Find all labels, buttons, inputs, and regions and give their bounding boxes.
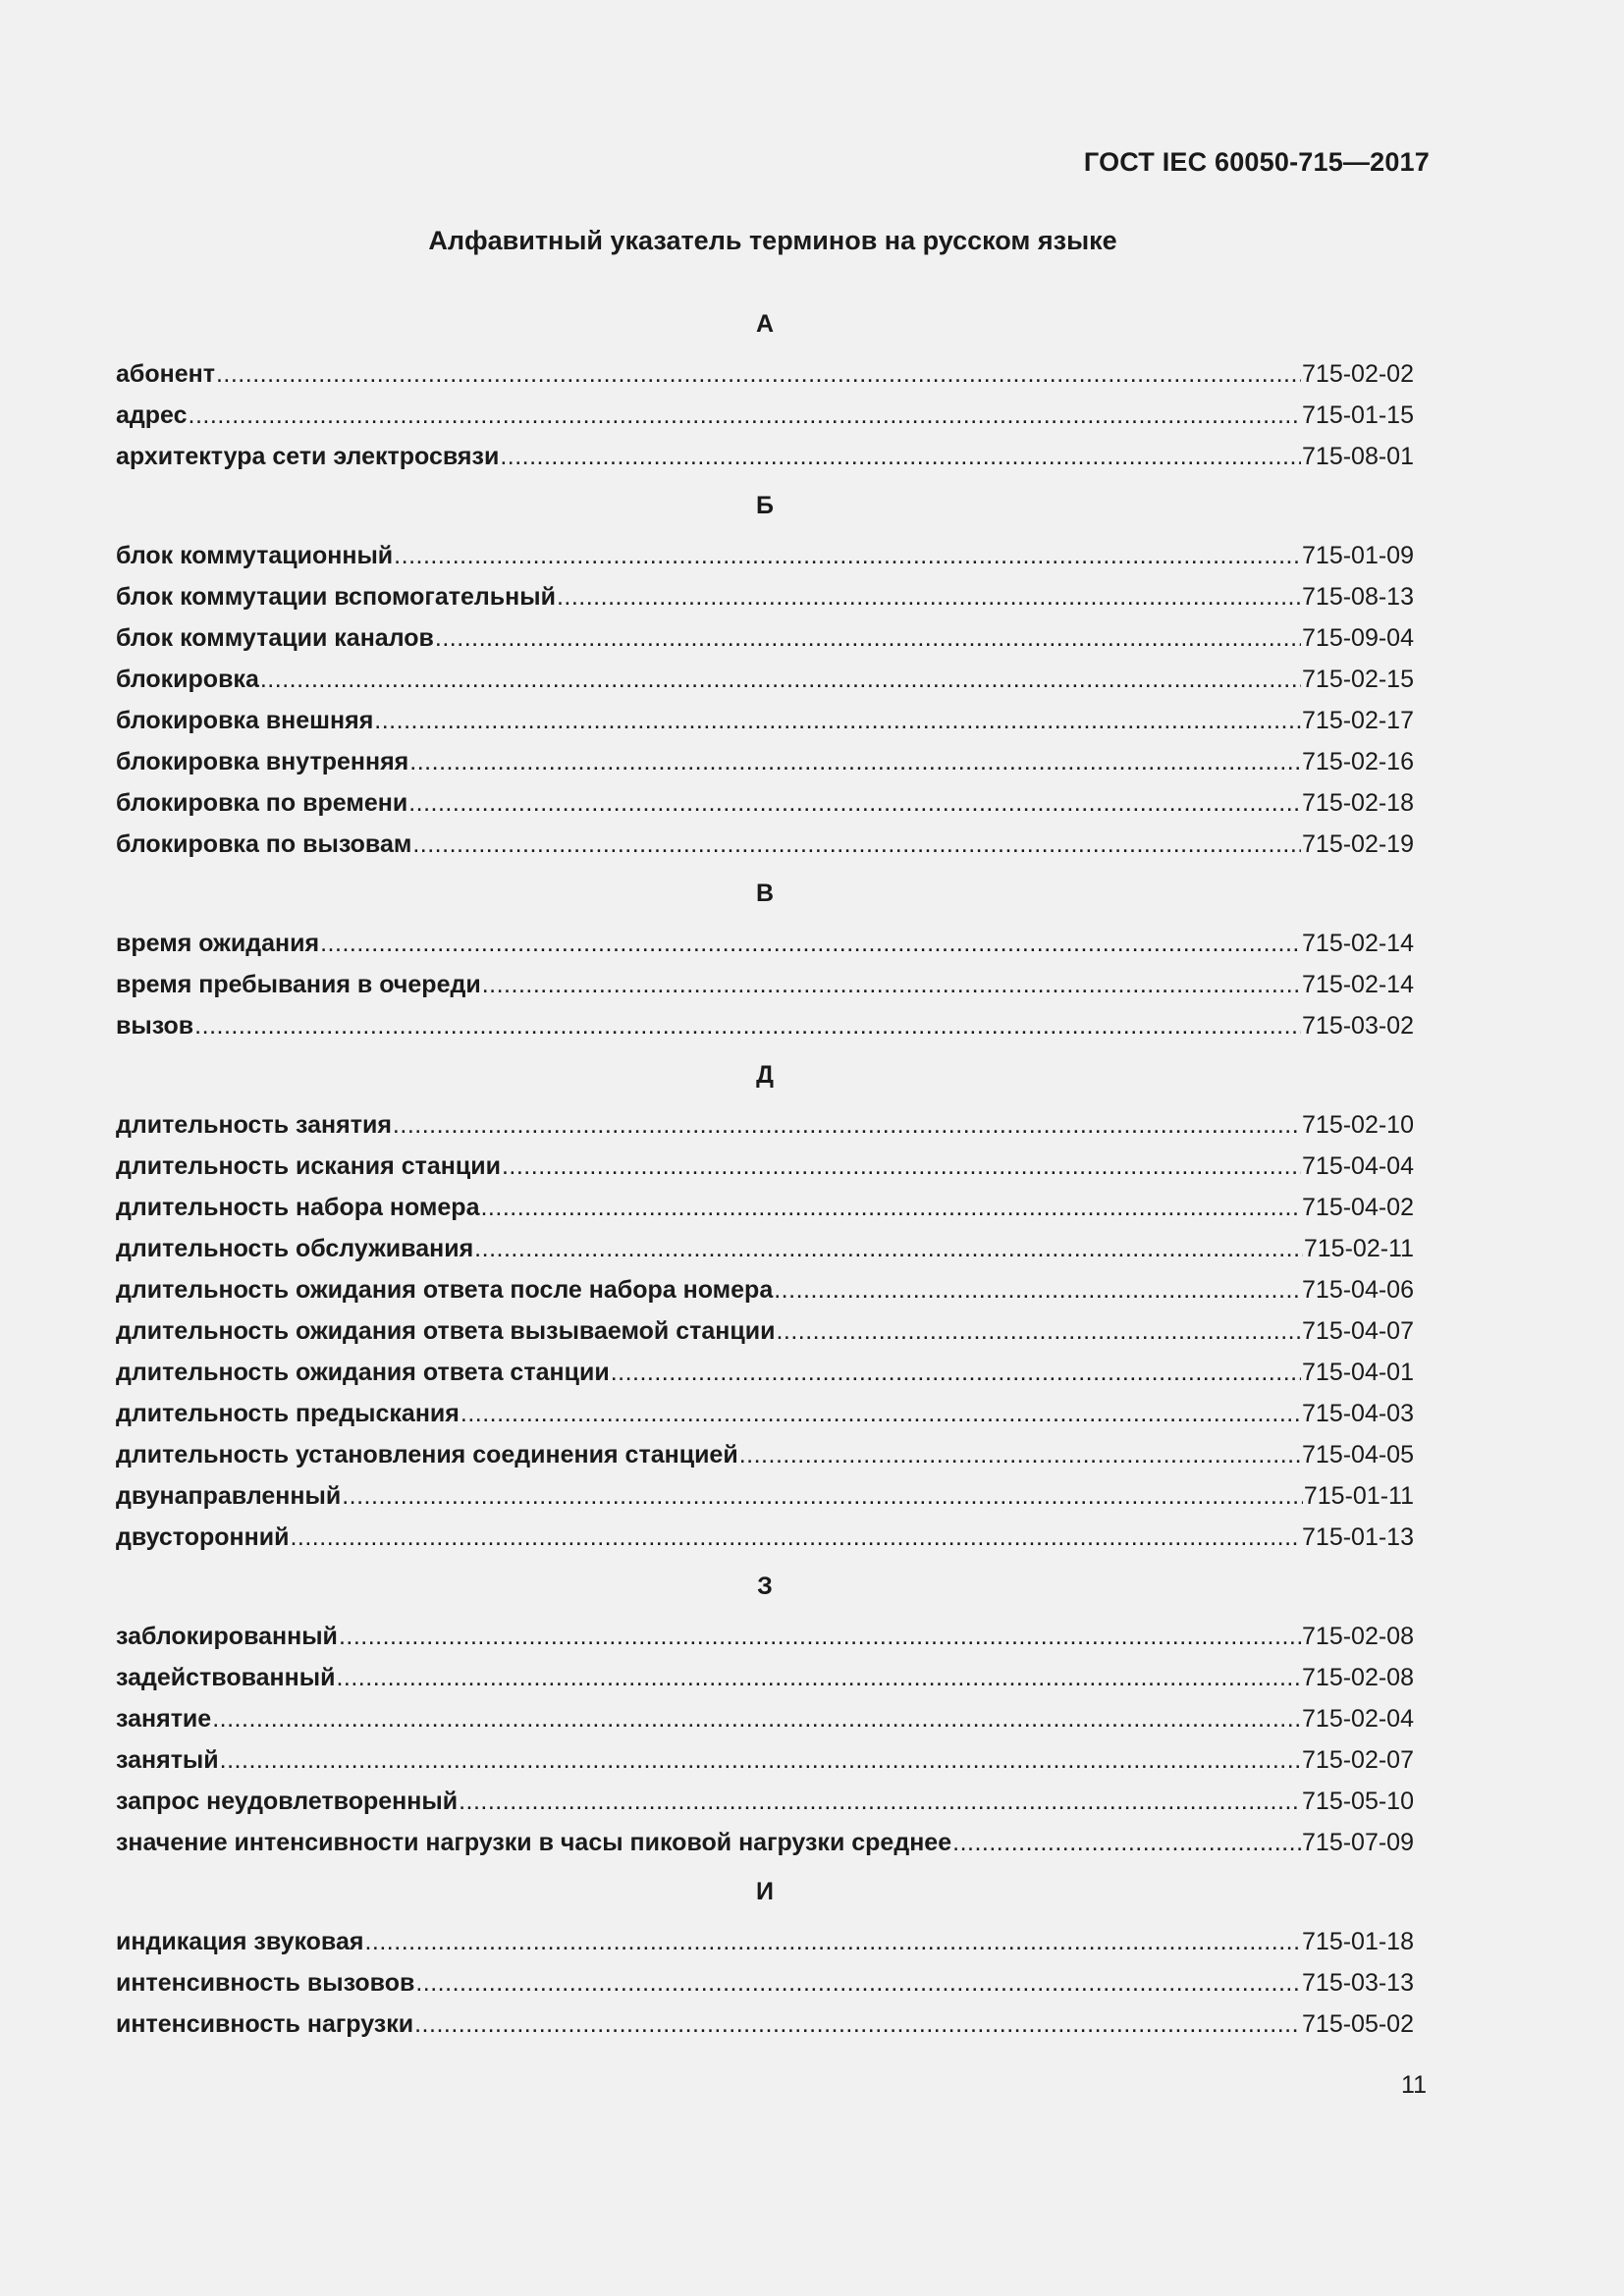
entry-reference: 715-01-09 xyxy=(1302,542,1414,569)
entry-term: интенсивность вызовов xyxy=(116,1969,415,1997)
dot-leader xyxy=(364,1921,1301,1962)
index-entry xyxy=(116,1962,1414,2003)
entry-term: время ожидания xyxy=(116,930,320,957)
index-entry xyxy=(116,1822,1414,1863)
entry-reference: 715-02-10 xyxy=(1302,1111,1414,1139)
entry-reference: 715-04-02 xyxy=(1302,1194,1414,1221)
entry-reference: 715-05-10 xyxy=(1302,1788,1414,1815)
dot-leader xyxy=(480,1187,1301,1228)
entry-term: задействованный xyxy=(116,1664,336,1691)
entry-term: интенсивность нагрузки xyxy=(116,2010,414,2038)
entry-term: значение интенсивности нагрузки в часы пиковой нагрузки среднее xyxy=(116,1829,952,1856)
entry-term: блок коммутации вспомогательный xyxy=(116,583,556,611)
entry-reference: 715-04-05 xyxy=(1302,1441,1414,1468)
entry-reference: 715-04-07 xyxy=(1302,1317,1414,1345)
dot-leader xyxy=(460,1393,1301,1434)
dot-leader xyxy=(220,1739,1301,1781)
index-entry xyxy=(116,1921,1414,1962)
dot-leader xyxy=(212,1698,1301,1739)
entry-reference: 715-02-08 xyxy=(1302,1623,1414,1650)
entry-term: длительность ожидания ответа станции xyxy=(116,1359,610,1386)
dot-leader xyxy=(952,1822,1301,1863)
entry-term: занятие xyxy=(116,1705,212,1733)
index-entry xyxy=(116,1393,1414,1434)
index-entry xyxy=(116,824,1414,865)
index-entry xyxy=(116,1104,1414,1146)
entry-term: двунаправленный xyxy=(116,1482,342,1510)
entry-term: длительность ожидания ответа вызываемой станции xyxy=(116,1317,776,1345)
entry-reference: 715-02-14 xyxy=(1302,971,1414,998)
dot-leader xyxy=(409,741,1301,782)
index-section xyxy=(116,874,1414,1046)
entry-reference: 715-01-11 xyxy=(1303,1482,1414,1510)
index-entry xyxy=(116,353,1414,395)
dot-leader xyxy=(189,395,1301,436)
entry-reference: 715-01-18 xyxy=(1302,1928,1414,1955)
entry-reference: 715-08-13 xyxy=(1302,583,1414,611)
entry-term: блокировка xyxy=(116,666,259,693)
index-entry xyxy=(116,1616,1414,1657)
index-entry xyxy=(116,1146,1414,1187)
index-entry xyxy=(116,1698,1414,1739)
dot-leader xyxy=(412,824,1301,865)
dot-leader xyxy=(459,1781,1301,1822)
entry-term: двусторонний xyxy=(116,1523,290,1551)
entry-term: абонент xyxy=(116,360,215,388)
entry-term: длительность занятия xyxy=(116,1111,392,1139)
index-entry xyxy=(116,1269,1414,1310)
index-entry xyxy=(116,1739,1414,1781)
index-entry xyxy=(116,576,1414,617)
dot-leader xyxy=(415,1962,1301,2003)
entry-term: запрос неудовлетворенный xyxy=(116,1788,459,1815)
entry-reference: 715-05-02 xyxy=(1302,2010,1414,2038)
dot-leader xyxy=(408,782,1301,824)
dot-leader xyxy=(339,1616,1301,1657)
section-letter: В xyxy=(755,880,775,907)
entry-term: блокировка по времени xyxy=(116,789,408,817)
entry-reference: 715-02-07 xyxy=(1302,1746,1414,1774)
dot-leader xyxy=(776,1310,1301,1352)
entry-term: время пребывания в очереди xyxy=(116,971,481,998)
term-index xyxy=(116,298,1414,2045)
dot-leader xyxy=(739,1434,1301,1475)
dot-leader xyxy=(290,1517,1301,1558)
entry-reference: 715-04-06 xyxy=(1302,1276,1414,1304)
index-section xyxy=(116,486,1414,865)
index-entry xyxy=(116,741,1414,782)
index-section xyxy=(116,1567,1414,1863)
index-entry xyxy=(116,1434,1414,1475)
entry-reference: 715-02-14 xyxy=(1302,930,1414,957)
index-entry xyxy=(116,1475,1414,1517)
entry-reference: 715-01-15 xyxy=(1302,401,1414,429)
index-entry xyxy=(116,1781,1414,1822)
entry-reference: 715-04-03 xyxy=(1302,1400,1414,1427)
entry-reference: 715-09-04 xyxy=(1302,624,1414,652)
index-entry xyxy=(116,659,1414,700)
index-entry xyxy=(116,395,1414,436)
entry-term: длительность ожидания ответа после набора номера xyxy=(116,1276,774,1304)
entry-reference: 715-07-09 xyxy=(1302,1829,1414,1856)
dot-leader xyxy=(336,1657,1301,1698)
dot-leader xyxy=(482,964,1301,1005)
section-letter: А xyxy=(755,310,775,338)
index-section xyxy=(116,1055,1414,1558)
dot-leader xyxy=(216,353,1301,395)
index-entry xyxy=(116,436,1414,477)
entry-term: длительность предыскания xyxy=(116,1400,460,1427)
entry-reference: 715-01-13 xyxy=(1302,1523,1414,1551)
index-entry xyxy=(116,782,1414,824)
entry-reference: 715-02-19 xyxy=(1302,830,1414,858)
entry-term: архитектура сети электросвязи xyxy=(116,443,500,470)
dot-leader xyxy=(393,1104,1301,1146)
index-entry xyxy=(116,1310,1414,1352)
section-letter: Б xyxy=(756,492,774,519)
entry-term: длительность обслуживания xyxy=(116,1235,474,1262)
entry-reference: 715-02-18 xyxy=(1302,789,1414,817)
entry-reference: 715-08-01 xyxy=(1302,443,1414,470)
entry-term: длительность искания станции xyxy=(116,1152,501,1180)
entry-reference: 715-03-02 xyxy=(1302,1012,1414,1040)
dot-leader xyxy=(557,576,1301,617)
entry-reference: 715-02-16 xyxy=(1302,748,1414,775)
index-entry xyxy=(116,700,1414,741)
entry-term: длительность установления соединения станцией xyxy=(116,1441,738,1468)
section-letter: Д xyxy=(756,1061,774,1089)
entry-reference: 715-04-04 xyxy=(1302,1152,1414,1180)
index-entry xyxy=(116,617,1414,659)
dot-leader xyxy=(320,923,1301,964)
entry-term: блок коммутационный xyxy=(116,542,394,569)
index-entry xyxy=(116,1517,1414,1558)
page-number: 11 xyxy=(1401,2071,1427,2099)
dot-leader xyxy=(374,700,1301,741)
entry-reference: 715-04-01 xyxy=(1302,1359,1414,1386)
dot-leader xyxy=(435,617,1301,659)
entry-term: длительность набора номера xyxy=(116,1194,480,1221)
index-entry xyxy=(116,1352,1414,1393)
entry-term: блокировка внешняя xyxy=(116,707,374,734)
index-entry xyxy=(116,535,1414,576)
index-entry xyxy=(116,1005,1414,1046)
entry-term: вызов xyxy=(116,1012,194,1040)
entry-term: индикация звуковая xyxy=(116,1928,364,1955)
section-letter: И xyxy=(756,1878,774,1905)
dot-leader xyxy=(342,1475,1303,1517)
section-letter: З xyxy=(757,1573,773,1600)
dot-leader xyxy=(500,436,1301,477)
entry-term: блокировка внутренняя xyxy=(116,748,409,775)
dot-leader xyxy=(414,2003,1301,2045)
entry-term: блокировка по вызовам xyxy=(116,830,412,858)
entry-reference: 715-02-11 xyxy=(1303,1235,1414,1262)
document-code: ГОСТ IEC 60050-715—2017 xyxy=(1083,147,1430,177)
entry-reference: 715-02-17 xyxy=(1302,707,1414,734)
entry-reference: 715-02-15 xyxy=(1302,666,1414,693)
index-entry xyxy=(116,1228,1414,1269)
entry-term: заблокированный xyxy=(116,1623,338,1650)
dot-leader xyxy=(260,659,1301,700)
dot-leader xyxy=(194,1005,1301,1046)
entry-reference: 715-02-02 xyxy=(1302,360,1414,388)
dot-leader xyxy=(611,1352,1301,1393)
entry-reference: 715-02-04 xyxy=(1302,1705,1414,1733)
index-entry xyxy=(116,1187,1414,1228)
dot-leader xyxy=(474,1228,1303,1269)
entry-term: занятый xyxy=(116,1746,219,1774)
dot-leader xyxy=(502,1146,1301,1187)
page-title: Алфавитный указатель терминов на русском языке xyxy=(428,226,1117,255)
index-entry xyxy=(116,2003,1414,2045)
index-entry xyxy=(116,923,1414,964)
index-section xyxy=(116,304,1414,477)
index-entry xyxy=(116,964,1414,1005)
entry-reference: 715-03-13 xyxy=(1302,1969,1414,1997)
entry-reference: 715-02-08 xyxy=(1302,1664,1414,1691)
entry-term: блок коммутации каналов xyxy=(116,624,434,652)
dot-leader xyxy=(774,1269,1301,1310)
dot-leader xyxy=(394,535,1301,576)
index-section xyxy=(116,1872,1414,2045)
index-entry xyxy=(116,1657,1414,1698)
entry-term: адрес xyxy=(116,401,188,429)
